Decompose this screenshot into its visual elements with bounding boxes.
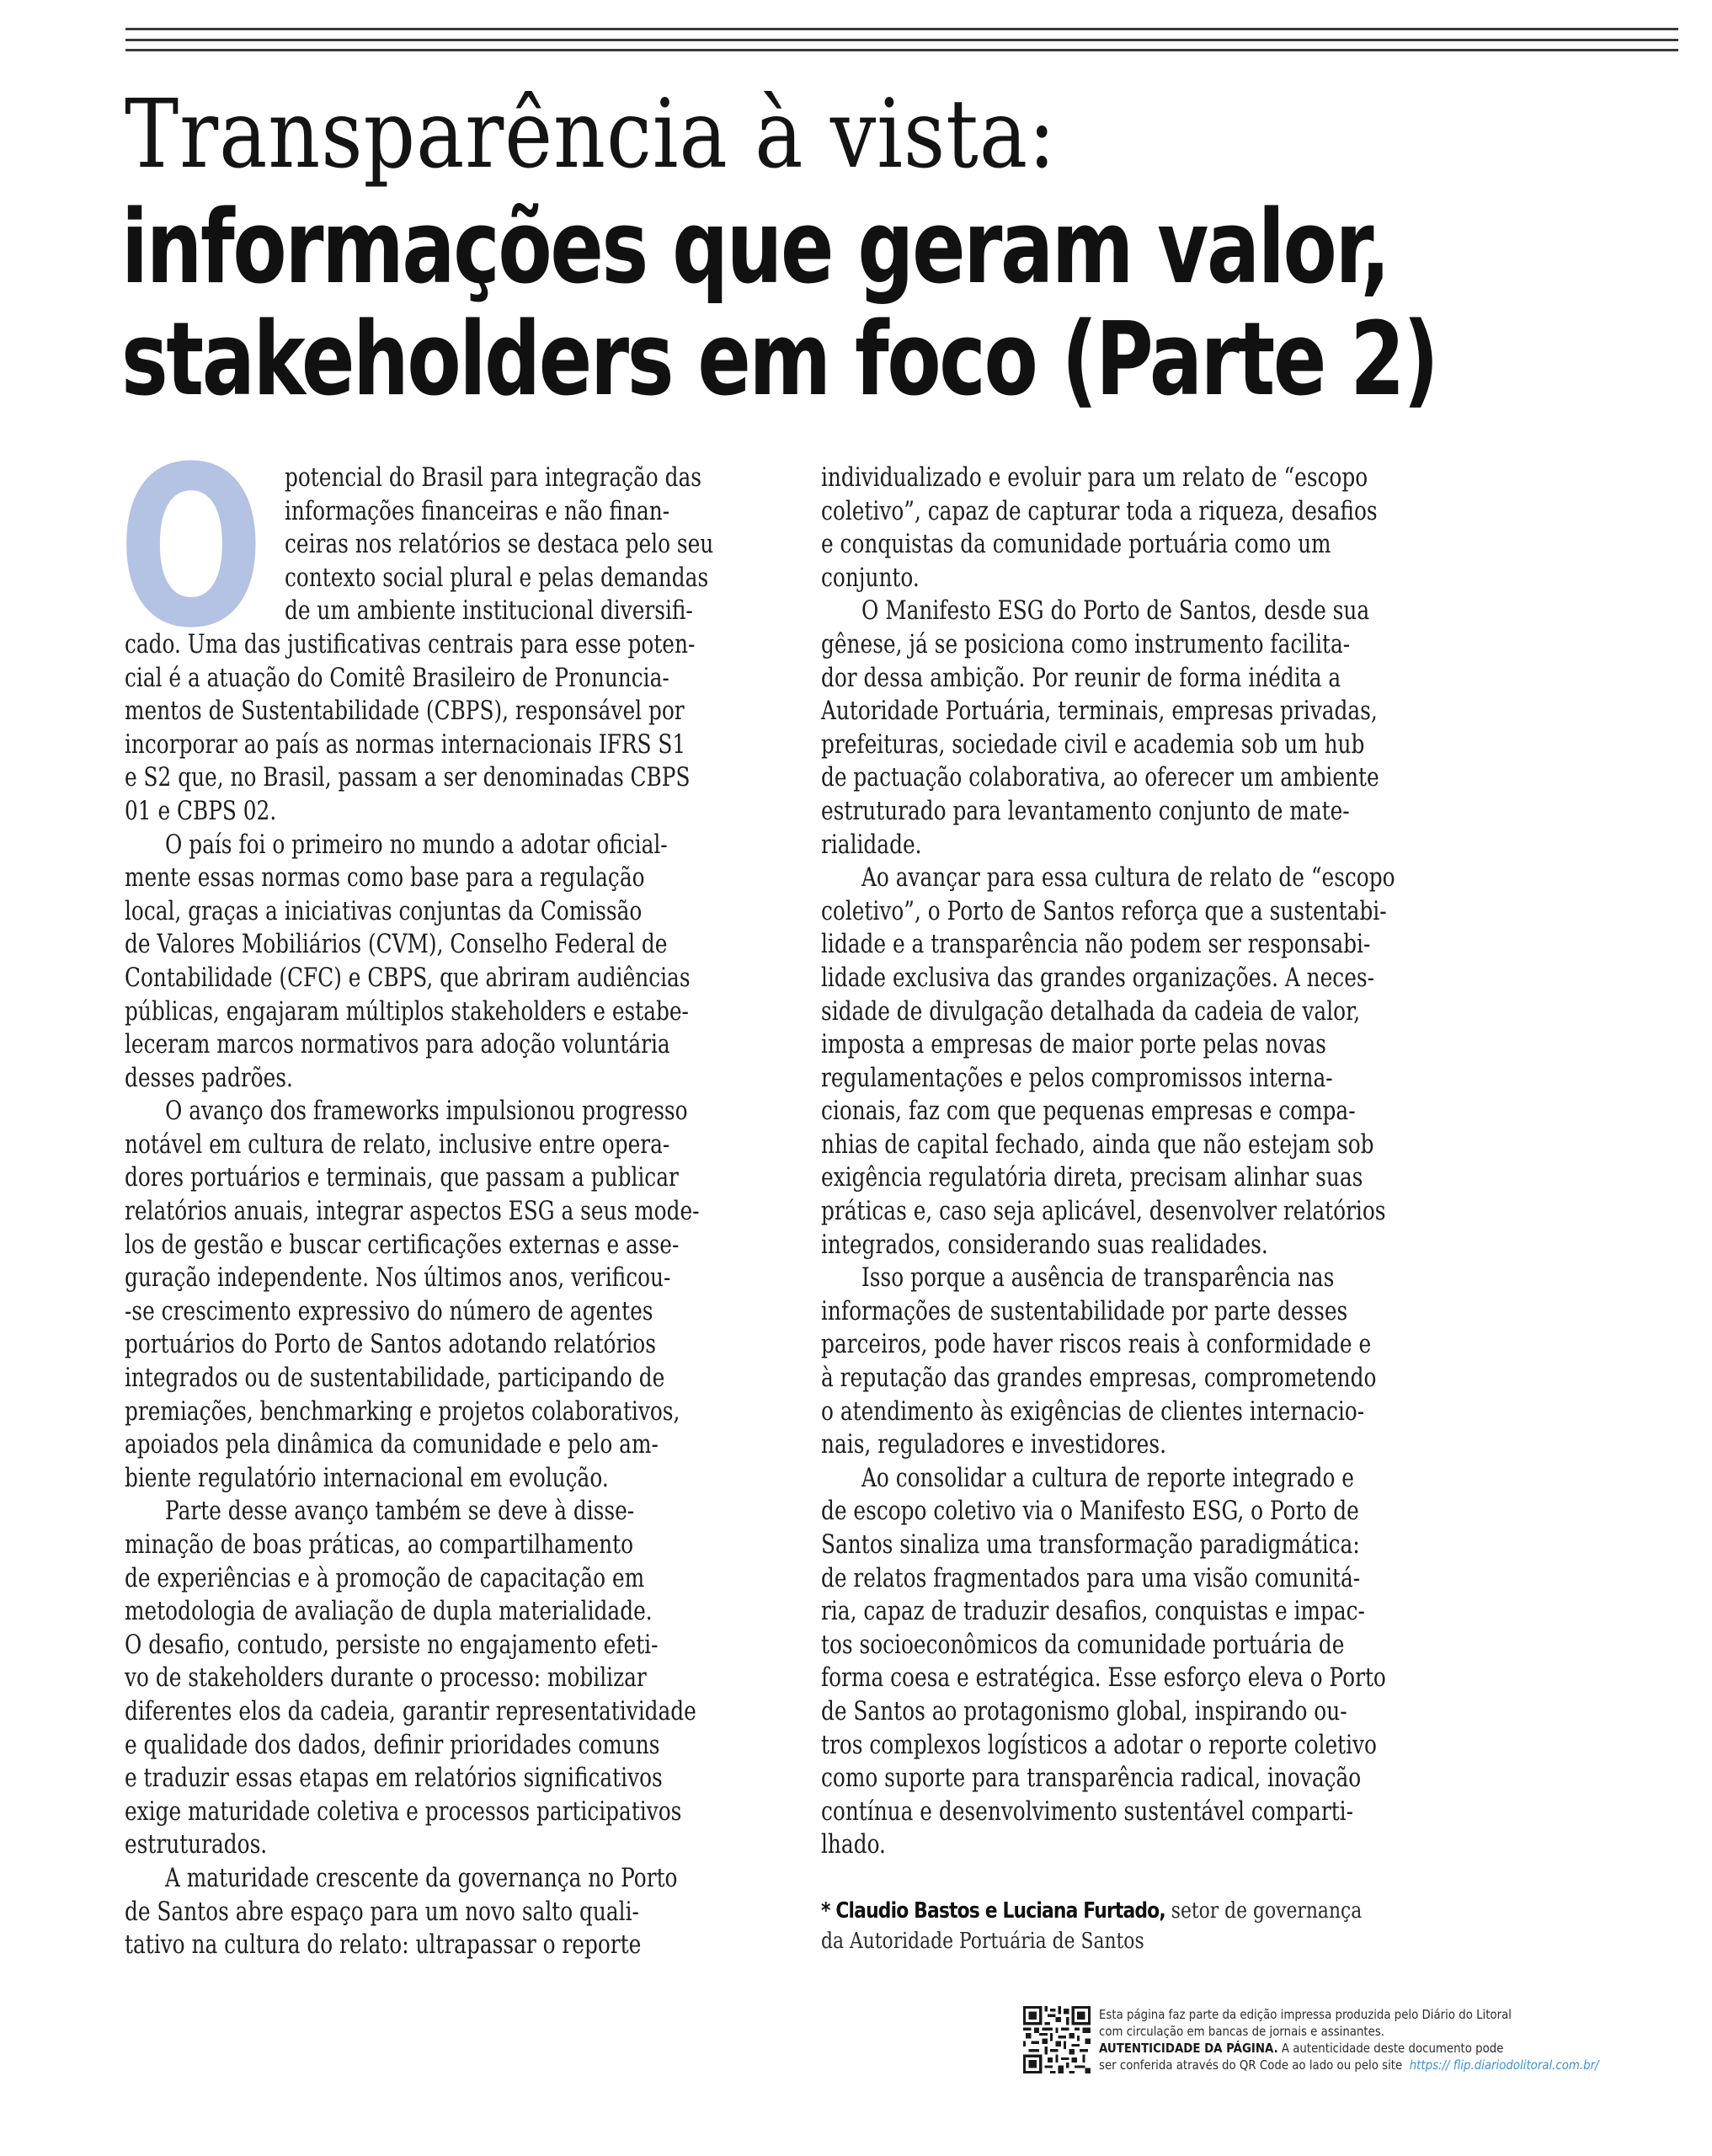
article-line-text: dor dessa ambição. Por reunir de forma inédita a	[821, 662, 1341, 693]
article-line-text: e qualidade dos dados, definir prioridades comuns	[125, 1729, 660, 1760]
authenticity-text: A autenticidade deste documento pode	[1277, 2041, 1504, 2056]
article-line	[125, 1529, 783, 1562]
article-line	[821, 1062, 1486, 1096]
article-line-text: lhado.	[821, 1829, 886, 1860]
article-line	[821, 895, 1486, 929]
article-line-text: de experiências e à promoção de capacitação em	[125, 1562, 645, 1593]
article-line-text: biente regulatório internacional em evolução.	[125, 1462, 609, 1493]
article-line	[821, 1529, 1486, 1562]
article-line	[821, 462, 1486, 495]
article-line	[125, 562, 783, 595]
top-rule-3	[125, 49, 1678, 51]
article-line	[125, 761, 783, 795]
article-line-text: contínua e desenvolvimento sustentável comparti-	[821, 1796, 1353, 1827]
authenticity-label: AUTENTICIDADE DA PÁGINA.	[1099, 2041, 1278, 2056]
article-line-text: de pactuação colaborativa, ao oferecer um ambiente	[821, 762, 1379, 793]
notice-line-4	[1099, 2057, 1599, 2073]
article-line-text: rialidade.	[821, 829, 922, 860]
article-line	[125, 1796, 783, 1829]
article-line-text: diferentes elos da cadeia, garantir representatividade	[125, 1695, 696, 1726]
article-line	[125, 695, 783, 728]
headline-line-1: informações que geram valor,	[121, 189, 1389, 307]
article-line	[125, 528, 783, 562]
article-line-text: incorporar ao país as normas internacionais IFRS S1	[125, 728, 686, 760]
article-line	[125, 928, 783, 962]
article-line	[125, 1896, 783, 1929]
article-line-text: vo de stakeholders durante o processo: mobilizar	[125, 1662, 647, 1694]
article-line-text: leceram marcos normativos para adoção voluntária	[125, 1029, 670, 1060]
article-line-text: Isso porque a ausência de transparência nas	[861, 1262, 1335, 1294]
article-line	[125, 1195, 783, 1229]
article-line	[821, 1828, 1486, 1862]
article-line	[125, 1729, 783, 1763]
article-line	[125, 1028, 783, 1062]
article-line	[821, 1262, 1486, 1295]
article-column-left	[125, 462, 783, 1962]
article-line	[821, 1095, 1486, 1129]
article-line-text: O desafio, contudo, persiste no engajamento efeti-	[125, 1629, 659, 1660]
article-line	[125, 1229, 783, 1262]
top-rule-2	[125, 39, 1678, 41]
article-line	[125, 1062, 783, 1096]
article-line	[125, 1328, 783, 1362]
article-line	[821, 1396, 1486, 1429]
article-line-text: individualizado e evoluir para um relato de “escopo	[821, 462, 1368, 493]
article-line	[125, 1462, 783, 1496]
article-line-text: tos socioeconômicos da comunidade portuária de	[821, 1629, 1345, 1660]
article-line	[821, 1161, 1486, 1195]
article-line	[125, 1762, 783, 1796]
article-line-text: conjunto.	[821, 562, 920, 593]
article-line	[125, 1629, 783, 1662]
article-line	[821, 995, 1486, 1029]
top-rule-1	[125, 28, 1678, 30]
article-line	[821, 1595, 1486, 1629]
article-line	[125, 1562, 783, 1596]
article-line	[821, 1762, 1486, 1796]
article-line-text: A maturidade crescente da governança no Porto	[165, 1862, 678, 1893]
article-line	[125, 862, 783, 895]
author-signature	[821, 1895, 1465, 1957]
verification-link[interactable]: https:// flip.diariodolitoral.com.br/	[1409, 2057, 1599, 2073]
article-line-text: práticas e, caso seja aplicável, desenvolver relatórios	[821, 1196, 1386, 1227]
author-role: setor de governança	[1165, 1898, 1363, 1924]
article-line-text: tativo na cultura do relato: ultrapassar o reporte	[125, 1929, 642, 1961]
article-line-text: regulamentações e pelos compromissos interna-	[821, 1062, 1333, 1093]
article-line-text: informações de sustentabilidade por parte desses	[821, 1295, 1348, 1326]
article-line-text: -se crescimento expressivo do número de agentes	[125, 1295, 653, 1326]
article-line	[821, 1695, 1486, 1729]
article-line	[125, 495, 783, 529]
article-line-text: portuários do Porto de Santos adotando relatórios	[125, 1329, 656, 1360]
article-line	[821, 662, 1486, 696]
article-line	[821, 1462, 1486, 1496]
notice-line-4-text: ser conferida através do QR Code ao lado ou pelo site	[1099, 2057, 1403, 2073]
article-line	[125, 1161, 783, 1195]
article-line	[821, 1195, 1486, 1229]
article-line-text: potencial do Brasil para integração das	[285, 462, 701, 493]
article-line	[125, 1396, 783, 1429]
article-line-text: de Valores Mobiliários (CVM), Conselho Federal de	[125, 929, 668, 960]
article-line-text: cial é a atuação do Comitê Brasileiro de Pronuncia-	[125, 662, 669, 693]
article-line	[821, 528, 1486, 562]
article-line-text: forma coesa e estratégica. Esse esforço eleva o Porto	[821, 1662, 1386, 1694]
article-line-text: minação de boas práticas, ao compartilhamento	[125, 1529, 634, 1560]
article-line-text: O avanço dos frameworks impulsionou progresso	[165, 1096, 688, 1127]
article-line	[821, 495, 1486, 529]
article-line-text: coletivo”, capaz de capturar toda a riqueza, desafios	[821, 495, 1378, 526]
article-line	[125, 1362, 783, 1396]
article-line-text: relatórios anuais, integrar aspectos ESG a seus mode-	[125, 1196, 700, 1227]
article-line	[125, 1262, 783, 1295]
article-line-text: integrados ou de sustentabilidade, participando de	[125, 1363, 665, 1394]
article-line-text: Santos sinaliza uma transformação paradigmática:	[821, 1529, 1360, 1560]
notice-line-1: Esta página faz parte da edição impressa produzida pelo Diário do Litoral	[1099, 2007, 1512, 2022]
article-line-text: parceiros, pode haver riscos reais à conformidade e	[821, 1329, 1372, 1360]
article-line	[125, 1495, 783, 1529]
author-names: * Claudio Bastos e Luciana Furtado,	[821, 1898, 1165, 1924]
article-line-text: desses padrões.	[125, 1062, 293, 1093]
article-line	[821, 1495, 1486, 1529]
article-line-text: exigência regulatória direta, precisam alinhar suas	[821, 1162, 1363, 1193]
article-line-text: à reputação das grandes empresas, comprometendo	[821, 1363, 1377, 1394]
article-line	[125, 728, 783, 762]
article-line	[125, 962, 783, 995]
article-line-text: mentos de Sustentabilidade (CBPS), responsável por	[125, 696, 685, 727]
article-line	[821, 1796, 1486, 1829]
article-line-text: cionais, faz com que pequenas empresas e compa-	[821, 1096, 1356, 1127]
article-line-text: local, graças a iniciativas conjuntas da Comissão	[125, 895, 643, 926]
article-line-text: 01 e CBPS 02.	[125, 795, 277, 826]
article-line	[125, 1862, 783, 1896]
article-line-text: integrados, considerando suas realidades.	[821, 1229, 1268, 1260]
article-line-text: e conquistas da comunidade portuária como um	[821, 529, 1331, 560]
article-line-text: de Santos ao protagonismo global, inspirando ou-	[821, 1695, 1347, 1726]
article-line-text: gênese, já se posiciona como instrumento facilita-	[821, 628, 1351, 659]
article-line	[125, 1662, 783, 1695]
article-line-text: imposta a empresas de maior porte pelas novas	[821, 1029, 1326, 1060]
article-line	[125, 1295, 783, 1329]
article-line	[821, 1295, 1486, 1329]
article-line-text: Autoridade Portuária, terminais, empresas privadas,	[821, 696, 1378, 727]
article-line-text: informações financeiras e não finan-	[285, 495, 670, 526]
article-headline	[121, 189, 1437, 419]
article-line-text: de relatos fragmentados para uma visão comunitá-	[821, 1562, 1361, 1593]
article-line-text: contexto social plural e pelas demandas	[285, 562, 709, 593]
article-line	[821, 862, 1486, 895]
article-line	[821, 1629, 1486, 1662]
article-line	[125, 1828, 783, 1862]
article-line-text: e S2 que, no Brasil, passam a ser denominadas CBPS	[125, 762, 691, 793]
article-line	[821, 829, 1486, 862]
article-line-text: de um ambiente institucional diversifi-	[285, 595, 693, 627]
article-column-right	[821, 462, 1486, 1862]
article-line	[821, 761, 1486, 795]
article-line-text: e traduzir essas etapas em relatórios significativos	[125, 1763, 663, 1794]
article-line-text: tros complexos logísticos a adotar o reporte coletivo	[821, 1729, 1377, 1760]
article-line-text: prefeituras, sociedade civil e academia sob um hub	[821, 728, 1365, 760]
article-line-text: lidade exclusiva das grandes organizações. A neces-	[821, 962, 1374, 993]
article-line	[821, 1428, 1486, 1462]
article-line	[821, 1129, 1486, 1162]
article-line	[821, 1229, 1486, 1262]
article-line-text: Parte desse avanço também se deve à disse-	[165, 1496, 635, 1527]
article-line-text: notável em cultura de relato, inclusive entre opera-	[125, 1129, 670, 1160]
article-line	[125, 795, 783, 829]
article-line	[821, 1662, 1486, 1695]
article-line	[821, 695, 1486, 728]
article-line-text: los de gestão e buscar certificações externas e asse-	[125, 1229, 680, 1260]
article-line	[821, 928, 1486, 962]
article-line-text: premiações, benchmarking e projetos colaborativos,	[125, 1396, 680, 1427]
article-line	[125, 995, 783, 1029]
article-line-text: estruturado para levantamento conjunto de mate-	[821, 795, 1350, 826]
article-line	[821, 1562, 1486, 1596]
article-line-text: exige maturidade coletiva e processos participativos	[125, 1796, 682, 1827]
article-line	[821, 562, 1486, 595]
article-line-text: O Manifesto ESG do Porto de Santos, desde sua	[861, 595, 1370, 627]
article-line-text: ceiras nos relatórios se destaca pelo seu	[285, 529, 714, 560]
drop-cap: O	[118, 419, 264, 676]
article-line-text: lidade e a transparência não podem ser responsabi-	[821, 929, 1371, 960]
article-line	[125, 1695, 783, 1729]
article-line	[125, 628, 783, 662]
article-line	[125, 595, 783, 628]
article-line	[821, 1028, 1486, 1062]
qr-code-icon[interactable]	[1023, 2006, 1091, 2073]
article-line-text: Ao avançar para essa cultura de relato de “escopo	[861, 862, 1395, 894]
article-line-text: guração independente. Nos últimos anos, verificou-	[125, 1262, 671, 1294]
article-line	[821, 595, 1486, 628]
notice-line-3	[1099, 2040, 1599, 2057]
article-line	[125, 1129, 783, 1162]
article-line	[821, 962, 1486, 995]
article-line	[821, 1362, 1486, 1396]
signature-line-1	[821, 1895, 1362, 1926]
headline-line-2: stakeholders em foco (Parte 2)	[121, 302, 1437, 419]
article-line-text: como suporte para transparência radical, inovação	[821, 1763, 1362, 1794]
article-line	[125, 1929, 783, 1962]
article-line-text: Contabilidade (CFC) e CBPS, que abriram audiências	[125, 962, 691, 993]
article-line	[125, 1428, 783, 1462]
article-line	[821, 1328, 1486, 1362]
article-line	[821, 728, 1486, 762]
article-line	[125, 1095, 783, 1129]
article-line	[821, 1729, 1486, 1763]
edition-notice	[1099, 2006, 1680, 2073]
article-line-text: públicas, engajaram múltiplos stakeholders e estabe-	[125, 995, 689, 1027]
article-line-text: dores portuários e terminais, que passam a publicar	[125, 1162, 679, 1193]
article-line-text: apoiados pela dinâmica da comunidade e pelo am-	[125, 1429, 659, 1460]
article-line	[821, 795, 1486, 829]
article-line-text: cado. Uma das justificativas centrais para esse poten-	[125, 628, 696, 659]
article-line-text: mente essas normas como base para a regulação	[125, 862, 645, 894]
article-line-text: de Santos abre espaço para um novo salto quali-	[125, 1896, 639, 1927]
article-line-text: Ao consolidar a cultura de reporte integrado e	[861, 1462, 1354, 1493]
article-line-text: estruturados.	[125, 1829, 268, 1860]
article-line-text: o atendimento às exigências de clientes internacio-	[821, 1396, 1365, 1427]
article-line	[125, 662, 783, 696]
article-line-text: sidade de divulgação detalhada da cadeia de valor,	[821, 995, 1361, 1027]
article-line	[125, 462, 783, 495]
article-line-text: de escopo coletivo via o Manifesto ESG, o Porto de	[821, 1496, 1359, 1527]
article-line	[125, 1595, 783, 1629]
article-line-text: coletivo”, o Porto de Santos reforça que a sustentabi-	[821, 895, 1387, 926]
article-kicker: Transparência à vista:	[125, 80, 1057, 189]
article-line-text: nais, reguladores e investidores.	[821, 1429, 1166, 1460]
article-line-text: nhias de capital fechado, ainda que não estejam sob	[821, 1129, 1374, 1160]
article-line-text: metodologia de avaliação de dupla materialidade.	[125, 1596, 653, 1627]
article-line-text: ria, capaz de traduzir desafios, conquistas e impac-	[821, 1596, 1365, 1627]
notice-line-2: com circulação em bancas de jornais e assinantes.	[1099, 2024, 1385, 2039]
article-line	[125, 829, 783, 862]
article-line	[821, 628, 1486, 662]
signature-line-2: da Autoridade Portuária de Santos	[821, 1929, 1144, 1954]
article-line-text: O país foi o primeiro no mundo a adotar oficial-	[165, 829, 668, 860]
article-line	[125, 895, 783, 929]
